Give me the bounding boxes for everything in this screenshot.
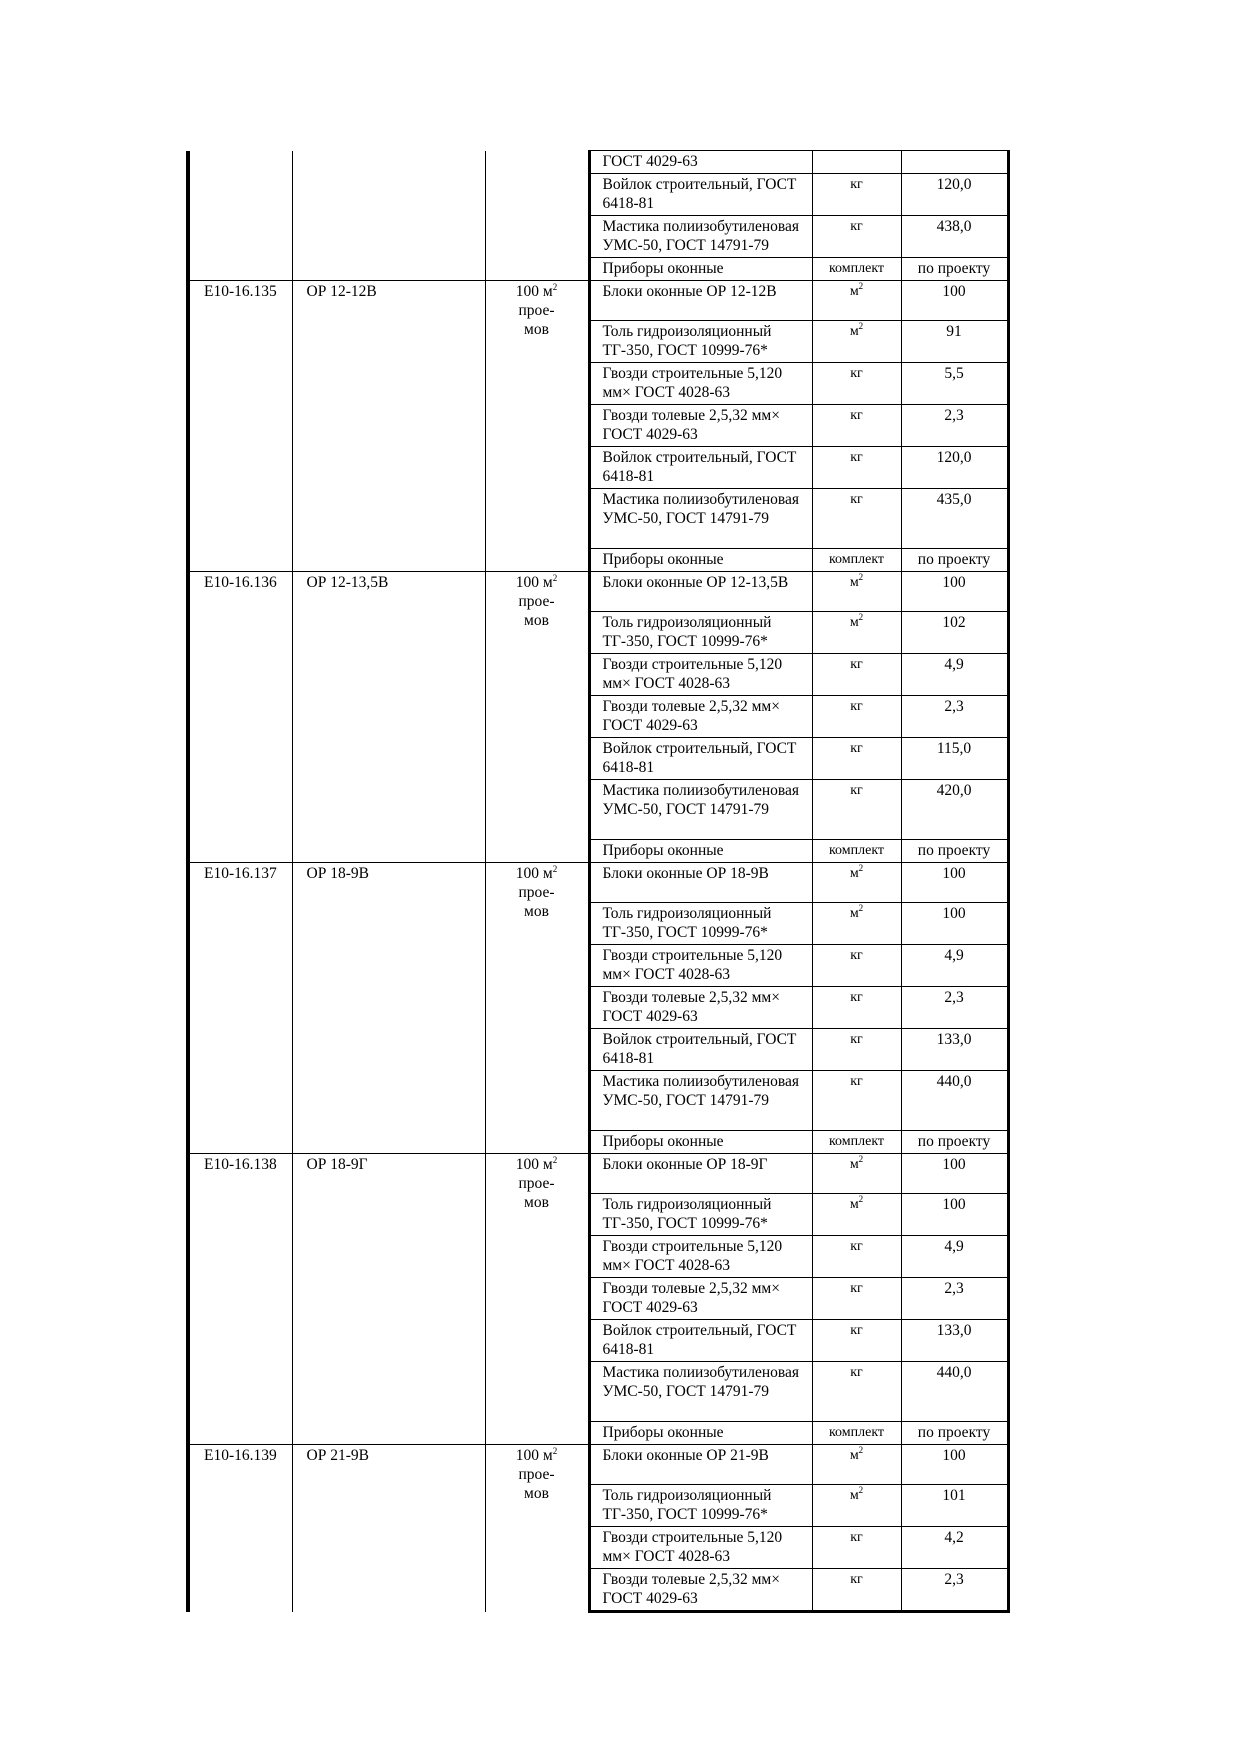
norm-unit-text: 100 м (515, 574, 553, 591)
norm-code: Е10-16.138 (188, 1154, 292, 1445)
resource-unit-text: м (849, 1197, 859, 1212)
resource-name: Блоки оконные ОР 21-9В (589, 1445, 812, 1485)
norm-name: ОР 18-9Г (292, 1154, 485, 1445)
resource-unit-text: кг (850, 408, 863, 423)
resource-unit-text: кг (850, 1281, 863, 1296)
resource-name: Приборы оконные (589, 258, 812, 281)
unit-exponent: 2 (858, 572, 864, 582)
resource-unit-text: кг (850, 741, 863, 756)
resource-quantity: 100 (901, 1194, 1008, 1236)
resource-unit-text: кг (850, 1239, 863, 1254)
norm-name: ОР 12-13,5В (292, 572, 485, 863)
resource-quantity: 5,5 (901, 363, 1008, 405)
resource-quantity: 100 (901, 1445, 1008, 1485)
resource-unit-text: м (849, 284, 859, 299)
resource-unit (812, 549, 901, 572)
resource-unit-text: кг (850, 1032, 863, 1047)
resource-name: Толь гидроизоляционный ТГ-350, ГОСТ 10999-76* (589, 1485, 812, 1527)
table-row (188, 572, 1008, 612)
unit-exponent: 2 (858, 612, 864, 622)
resource-unit-text: м (849, 1448, 859, 1463)
resource-name: Войлок строительный, ГОСТ 6418-81 (589, 1320, 812, 1362)
resource-unit-text: кг (850, 177, 863, 192)
resource-name: Гвозди строительные 5,120 мм× ГОСТ 4028-63 (589, 1236, 812, 1278)
norm-unit (485, 863, 589, 1154)
resource-unit-text: кг (850, 1074, 863, 1089)
code-cell-empty (188, 151, 292, 281)
resource-quantity: 133,0 (901, 1029, 1008, 1071)
norm-unit-rest: прое-мов (518, 1175, 555, 1211)
resource-name: Гвозди строительные 5,120 мм× ГОСТ 4028-63 (589, 945, 812, 987)
resource-unit (812, 945, 901, 987)
resource-quantity: 440,0 (901, 1071, 1008, 1131)
resource-unit (812, 1071, 901, 1131)
resource-unit (812, 281, 901, 321)
resource-quantity: по проекту (901, 1422, 1008, 1445)
resource-quantity: 102 (901, 612, 1008, 654)
resource-quantity: по проекту (901, 1131, 1008, 1154)
resource-unit-text: кг (850, 948, 863, 963)
norm-name: ОР 18-9В (292, 863, 485, 1154)
resource-unit (812, 738, 901, 780)
resource-unit-text: кг (850, 657, 863, 672)
resource-name: Мастика полиизобутиленовая УМС-50, ГОСТ 14791-79 (589, 216, 812, 258)
unit-exponent: 2 (858, 281, 864, 291)
resource-unit (812, 987, 901, 1029)
resource-unit (812, 363, 901, 405)
norms-table (186, 150, 1010, 1613)
resource-quantity: 420,0 (901, 780, 1008, 840)
resource-quantity: 133,0 (901, 1320, 1008, 1362)
resource-unit (812, 840, 901, 863)
norm-code: Е10-16.139 (188, 1445, 292, 1612)
resource-quantity: по проекту (901, 258, 1008, 281)
norm-code: Е10-16.136 (188, 572, 292, 863)
resource-name: Мастика полиизобутиленовая УМС-50, ГОСТ 14791-79 (589, 1362, 812, 1422)
resource-name: Толь гидроизоляционный ТГ-350, ГОСТ 10999-76* (589, 321, 812, 363)
norm-unit (485, 1445, 589, 1612)
resource-unit-text: м (849, 1157, 859, 1172)
resource-unit (812, 1422, 901, 1445)
resource-name: Гвозди толевые 2,5,32 мм× ГОСТ 4029-63 (589, 987, 812, 1029)
resource-unit-text: кг (850, 492, 863, 507)
unit-exponent: 2 (858, 863, 864, 873)
resource-name: Гвозди строительные 5,120 мм× ГОСТ 4028-63 (589, 654, 812, 696)
resource-name: Гвозди толевые 2,5,32 мм× ГОСТ 4029-63 (589, 1569, 812, 1612)
resource-quantity: 2,3 (901, 987, 1008, 1029)
resource-quantity: по проекту (901, 840, 1008, 863)
table-row (188, 1154, 1008, 1194)
norm-unit (485, 1154, 589, 1445)
resource-unit (812, 1569, 901, 1612)
table-row (188, 281, 1008, 321)
resource-name: Войлок строительный, ГОСТ 6418-81 (589, 174, 812, 216)
resource-quantity: 2,3 (901, 405, 1008, 447)
resource-unit-text: комплект (828, 1134, 885, 1149)
unit-exponent: 2 (552, 1446, 558, 1456)
resource-unit (812, 1527, 901, 1569)
resource-quantity: 2,3 (901, 696, 1008, 738)
resource-unit (812, 1445, 901, 1485)
norm-unit-rest: прое-мов (518, 593, 555, 629)
resource-name: Гвозди толевые 2,5,32 мм× ГОСТ 4029-63 (589, 1278, 812, 1320)
resource-unit (812, 654, 901, 696)
resource-quantity: 120,0 (901, 447, 1008, 489)
resource-unit (812, 174, 901, 216)
resource-quantity (901, 151, 1008, 174)
resource-name: Гвозди толевые 2,5,32 мм× ГОСТ 4029-63 (589, 696, 812, 738)
table-row (188, 1445, 1008, 1485)
unit-exponent: 2 (858, 903, 864, 913)
resource-quantity: 120,0 (901, 174, 1008, 216)
resource-unit (812, 405, 901, 447)
resource-unit-text: кг (850, 783, 863, 798)
resource-name: Толь гидроизоляционный ТГ-350, ГОСТ 10999-76* (589, 903, 812, 945)
resource-name: Блоки оконные ОР 12-12В (589, 281, 812, 321)
norm-unit (485, 572, 589, 863)
resource-quantity: 4,9 (901, 1236, 1008, 1278)
resource-unit-text: кг (850, 1530, 863, 1545)
resource-unit-text: м (849, 324, 859, 339)
resource-name: Приборы оконные (589, 840, 812, 863)
resource-unit-text: м (849, 575, 859, 590)
resource-unit (812, 1029, 901, 1071)
unit-exponent: 2 (858, 321, 864, 331)
resource-name: Гвозди строительные 5,120 мм× ГОСТ 4028-63 (589, 363, 812, 405)
resource-name: Войлок строительный, ГОСТ 6418-81 (589, 1029, 812, 1071)
norm-unit-text: 100 м (515, 865, 553, 882)
resource-name: Приборы оконные (589, 1131, 812, 1154)
resource-unit-text: м (849, 866, 859, 881)
unit-exponent: 2 (552, 282, 558, 292)
resource-unit (812, 1320, 901, 1362)
table-row (188, 151, 1008, 174)
resource-unit-text: кг (850, 366, 863, 381)
resource-quantity: 100 (901, 281, 1008, 321)
unit-exponent: 2 (552, 1155, 558, 1165)
unit-exponent: 2 (858, 1485, 864, 1495)
resource-name: Мастика полиизобутиленовая УМС-50, ГОСТ 14791-79 (589, 1071, 812, 1131)
resource-name: Мастика полиизобутиленовая УМС-50, ГОСТ 14791-79 (589, 489, 812, 549)
resource-unit-text: комплект (828, 843, 885, 858)
unit-exponent: 2 (858, 1445, 864, 1455)
norm-unit-text: 100 м (515, 1156, 553, 1173)
resource-unit-text: комплект (828, 261, 885, 276)
resource-unit (812, 1154, 901, 1194)
resource-unit (812, 216, 901, 258)
resource-name: Войлок строительный, ГОСТ 6418-81 (589, 447, 812, 489)
resource-name: Приборы оконные (589, 1422, 812, 1445)
resource-quantity: 4,9 (901, 654, 1008, 696)
resource-unit-text: кг (850, 1323, 863, 1338)
resource-quantity: 2,3 (901, 1569, 1008, 1612)
resource-unit (812, 572, 901, 612)
resource-unit (812, 1485, 901, 1527)
resource-quantity: 4,9 (901, 945, 1008, 987)
norm-unit-rest: прое-мов (518, 302, 555, 338)
resource-unit (812, 321, 901, 363)
resource-name: Блоки оконные ОР 12-13,5В (589, 572, 812, 612)
name-cell-empty (292, 151, 485, 281)
resource-unit (812, 447, 901, 489)
resource-name: ГОСТ 4029-63 (589, 151, 812, 174)
resource-unit-text: кг (850, 1365, 863, 1380)
norm-name: ОР 12-12В (292, 281, 485, 572)
norm-code: Е10-16.135 (188, 281, 292, 572)
resource-quantity: 438,0 (901, 216, 1008, 258)
norm-unit (485, 281, 589, 572)
norm-name: ОР 21-9В (292, 1445, 485, 1612)
resource-name: Гвозди строительные 5,120 мм× ГОСТ 4028-63 (589, 1527, 812, 1569)
resource-unit (812, 1236, 901, 1278)
resource-unit-text: м (849, 615, 859, 630)
resource-unit (812, 903, 901, 945)
unit-exponent: 2 (552, 573, 558, 583)
resource-quantity: 100 (901, 572, 1008, 612)
unit-exponent: 2 (858, 1194, 864, 1204)
resource-quantity: по проекту (901, 549, 1008, 572)
norms-table-body (188, 151, 1008, 1612)
resource-unit (812, 258, 901, 281)
norm-unit-text: 100 м (515, 283, 553, 300)
resource-quantity: 435,0 (901, 489, 1008, 549)
resource-quantity: 440,0 (901, 1362, 1008, 1422)
resource-unit-text: кг (850, 990, 863, 1005)
resource-unit (812, 1131, 901, 1154)
resource-unit-text: кг (850, 699, 863, 714)
unit-exponent: 2 (552, 864, 558, 874)
unit-exponent: 2 (858, 1154, 864, 1164)
resource-unit-text: кг (850, 219, 863, 234)
resource-name: Блоки оконные ОР 18-9Г (589, 1154, 812, 1194)
resource-unit (812, 489, 901, 549)
norm-unit-rest: прое-мов (518, 1466, 555, 1502)
resource-quantity: 4,2 (901, 1527, 1008, 1569)
norm-unit-rest: прое-мов (518, 884, 555, 920)
unit-cell-empty (485, 151, 589, 281)
resource-name: Приборы оконные (589, 549, 812, 572)
resource-name: Толь гидроизоляционный ТГ-350, ГОСТ 10999-76* (589, 612, 812, 654)
resource-quantity: 91 (901, 321, 1008, 363)
norm-unit-text: 100 м (515, 1447, 553, 1464)
norm-code: Е10-16.137 (188, 863, 292, 1154)
resource-unit (812, 612, 901, 654)
resource-unit (812, 1278, 901, 1320)
resource-quantity: 100 (901, 1154, 1008, 1194)
resource-unit-text: кг (850, 1572, 863, 1587)
resource-name: Мастика полиизобутиленовая УМС-50, ГОСТ 14791-79 (589, 780, 812, 840)
resource-unit (812, 1362, 901, 1422)
resource-name: Блоки оконные ОР 18-9В (589, 863, 812, 903)
resource-unit (812, 151, 901, 174)
resource-quantity: 2,3 (901, 1278, 1008, 1320)
resource-name: Войлок строительный, ГОСТ 6418-81 (589, 738, 812, 780)
resource-unit (812, 863, 901, 903)
resource-unit (812, 1194, 901, 1236)
resource-unit-text: кг (850, 450, 863, 465)
resource-quantity: 101 (901, 1485, 1008, 1527)
table-row (188, 863, 1008, 903)
resource-quantity: 115,0 (901, 738, 1008, 780)
resource-unit-text: м (849, 906, 859, 921)
resource-unit-text: м (849, 1488, 859, 1503)
resource-unit-text: комплект (828, 552, 885, 567)
resource-unit (812, 780, 901, 840)
resource-unit (812, 696, 901, 738)
resource-quantity: 100 (901, 903, 1008, 945)
resource-quantity: 100 (901, 863, 1008, 903)
resource-unit-text: комплект (828, 1425, 885, 1440)
resource-name: Толь гидроизоляционный ТГ-350, ГОСТ 10999-76* (589, 1194, 812, 1236)
resource-name: Гвозди толевые 2,5,32 мм× ГОСТ 4029-63 (589, 405, 812, 447)
